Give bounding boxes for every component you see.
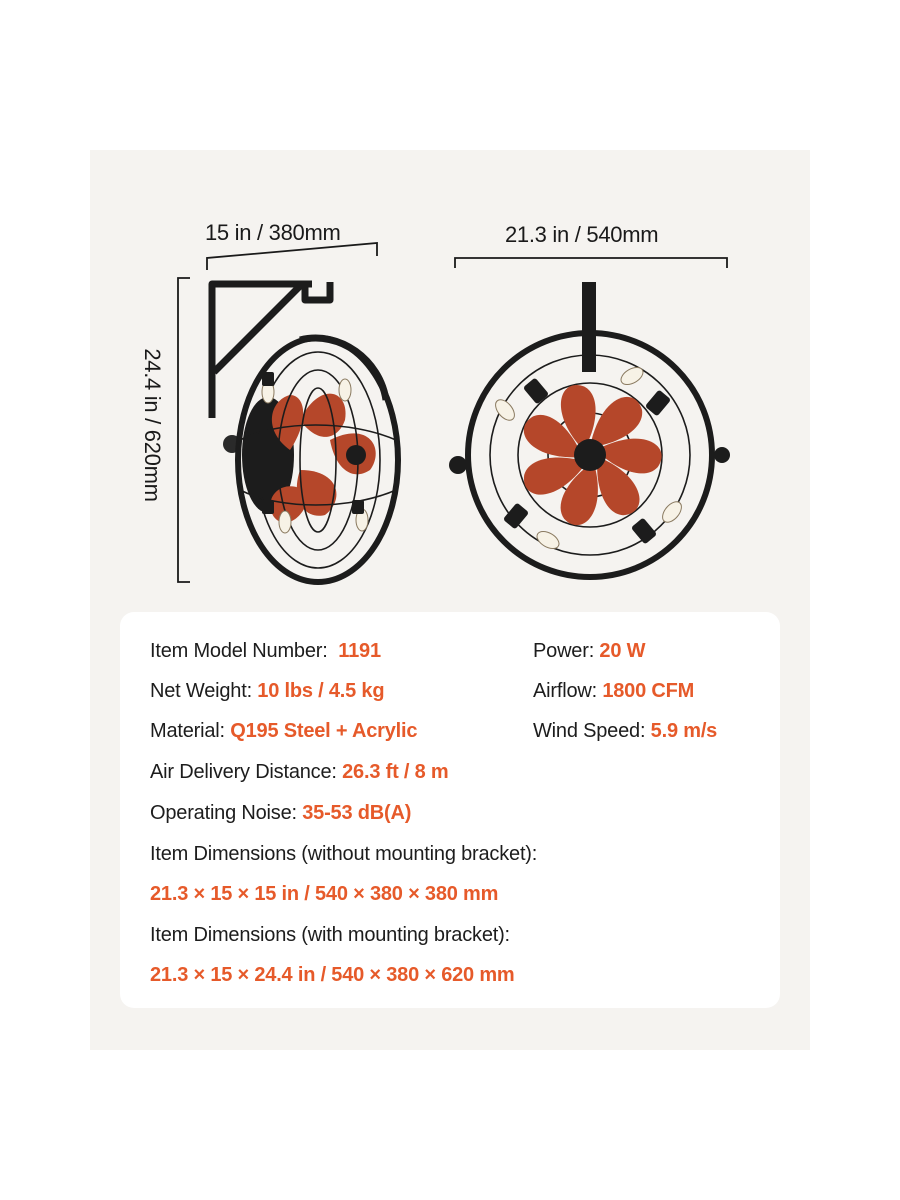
spec-noise-label: Operating Noise: (150, 802, 297, 824)
spec-model-value: 1191 (338, 640, 381, 662)
spec-model (150, 640, 381, 663)
spec-airflow (533, 680, 694, 703)
spec-power-value: 20 W (599, 640, 646, 662)
spec-airflow-label: Airflow: (533, 680, 597, 702)
spec-material-label: Material: (150, 720, 225, 742)
spec-dims-with-value: 21.3 × 15 × 24.4 in / 540 × 380 × 620 mm (150, 964, 515, 986)
front-width-dimension: 21.3 in / 540mm (505, 222, 659, 247)
spec-wind-speed-label: Wind Speed: (533, 720, 646, 742)
spec-noise (150, 802, 411, 825)
spec-airflow-value: 1800 CFM (602, 680, 695, 702)
side-width-dimension: 15 in / 380mm (205, 220, 341, 245)
spec-material (150, 720, 417, 743)
spec-noise-value: 35-53 dB(A) (302, 802, 412, 824)
spec-wind-speed-value: 5.9 m/s (650, 720, 718, 742)
spec-model-label: Item Model Number: (150, 640, 328, 662)
height-dimension: 24.4 in / 620mm (140, 348, 165, 502)
spec-weight (150, 680, 384, 703)
fan-side-view (212, 282, 398, 582)
spec-dims-without-value: 21.3 × 15 × 15 in / 540 × 380 × 380 mm (150, 883, 499, 905)
spec-power (533, 640, 645, 663)
spec-weight-value: 10 lbs / 4.5 kg (257, 680, 385, 702)
spec-air-distance-label: Air Delivery Distance: (150, 761, 337, 783)
spec-dims-without-label: Item Dimensions (without mounting bracket): (150, 843, 538, 865)
spec-air-distance-value: 26.3 ft / 8 m (342, 761, 449, 783)
spec-wind-speed (533, 720, 717, 743)
spec-material-value: Q195 Steel + Acrylic (230, 720, 418, 742)
spec-dims-with-label: Item Dimensions (with mounting bracket): (150, 924, 510, 946)
fan-front-view (449, 282, 730, 577)
spec-weight-label: Net Weight: (150, 680, 252, 702)
spec-power-label: Power: (533, 640, 595, 662)
spec-air-distance (150, 761, 448, 784)
